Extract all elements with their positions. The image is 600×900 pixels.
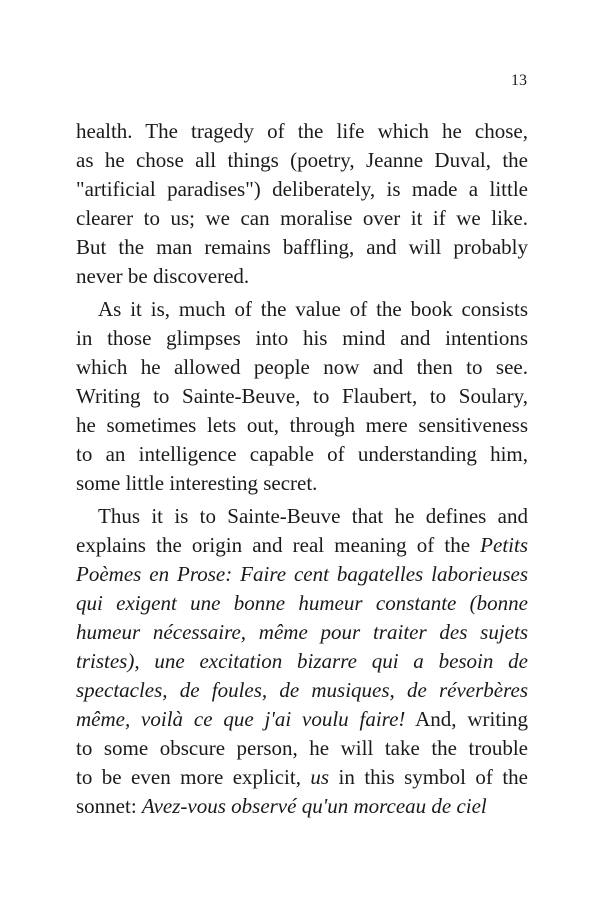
text-run: explains the origin and real meaning of the <box>76 533 481 557</box>
text-run: to be even more explicit, <box>76 765 311 789</box>
text-line <box>76 705 528 734</box>
text-line <box>76 763 528 792</box>
text-run: in this symbol of the <box>329 765 528 789</box>
paragraph <box>76 295 528 498</box>
text-line <box>76 411 528 440</box>
text-line <box>76 560 528 589</box>
text-run: sonnet: <box>76 794 142 818</box>
body-text <box>76 117 528 821</box>
text-run: "artificial paradises") deliberately, is made a little <box>76 177 528 201</box>
italic-run: Avez-vous observé qu'un morceau de ciel <box>141 794 487 818</box>
text-line <box>76 262 528 291</box>
italic-run: tristes), une excitation bizarre qui a besoin de <box>76 649 528 673</box>
italic-run: us <box>310 765 330 789</box>
text-line <box>76 502 528 531</box>
text-line <box>76 440 528 469</box>
text-line <box>76 324 528 353</box>
italic-run: spectacles, de foules, de musiques, de réverbères <box>76 678 528 702</box>
text-run: to an intelligence capable of understanding him, <box>76 442 528 466</box>
text-line <box>76 175 528 204</box>
text-run: Thus it is to Sainte-Beuve that he defines and <box>98 504 528 528</box>
text-line <box>76 589 528 618</box>
text-run: But the man remains baffling, and will probably <box>76 235 528 259</box>
text-line <box>76 233 528 262</box>
text-line <box>76 531 528 560</box>
text-line <box>76 618 528 647</box>
text-run: as he chose all things (poetry, Jeanne Duval, the <box>76 148 528 172</box>
text-line <box>76 469 528 498</box>
text-run: to some obscure person, he will take the trouble <box>76 736 528 760</box>
text-line <box>76 353 528 382</box>
text-line <box>76 146 528 175</box>
italic-run: même, voilà ce que j'ai voulu faire! <box>76 707 406 731</box>
italic-run: Petits <box>480 533 528 557</box>
italic-run: Poèmes en Prose: Faire cent bagatelles laborieuses <box>76 562 528 586</box>
text-run: never be discovered. <box>76 264 250 288</box>
text-run: health. The tragedy of the life which he chose, <box>76 119 528 143</box>
text-line <box>76 647 528 676</box>
text-line <box>76 117 528 146</box>
paragraph <box>76 502 528 821</box>
text-run: As it is, much of the value of the book consists <box>98 297 528 321</box>
paragraph <box>76 117 528 291</box>
text-run: Writing to Sainte-Beuve, to Flaubert, to Soulary, <box>76 384 528 408</box>
text-line <box>76 204 528 233</box>
text-run: in those glimpses into his mind and intentions <box>76 326 528 350</box>
text-line <box>76 382 528 411</box>
text-run: clearer to us; we can moralise over it if we like. <box>76 206 528 230</box>
text-line <box>76 792 528 821</box>
text-run: some little interesting secret. <box>76 471 318 495</box>
page-number: 13 <box>511 72 527 89</box>
text-run: And, writing <box>405 707 529 731</box>
italic-run: qui exigent une bonne humeur constante (bonne <box>76 591 528 615</box>
text-line <box>76 734 528 763</box>
text-line <box>76 676 528 705</box>
text-run: which he allowed people now and then to see. <box>76 355 528 379</box>
italic-run: humeur nécessaire, même pour traiter des sujets <box>76 620 528 644</box>
text-line <box>76 295 528 324</box>
text-run: he sometimes lets out, through mere sensitiveness <box>76 413 528 437</box>
